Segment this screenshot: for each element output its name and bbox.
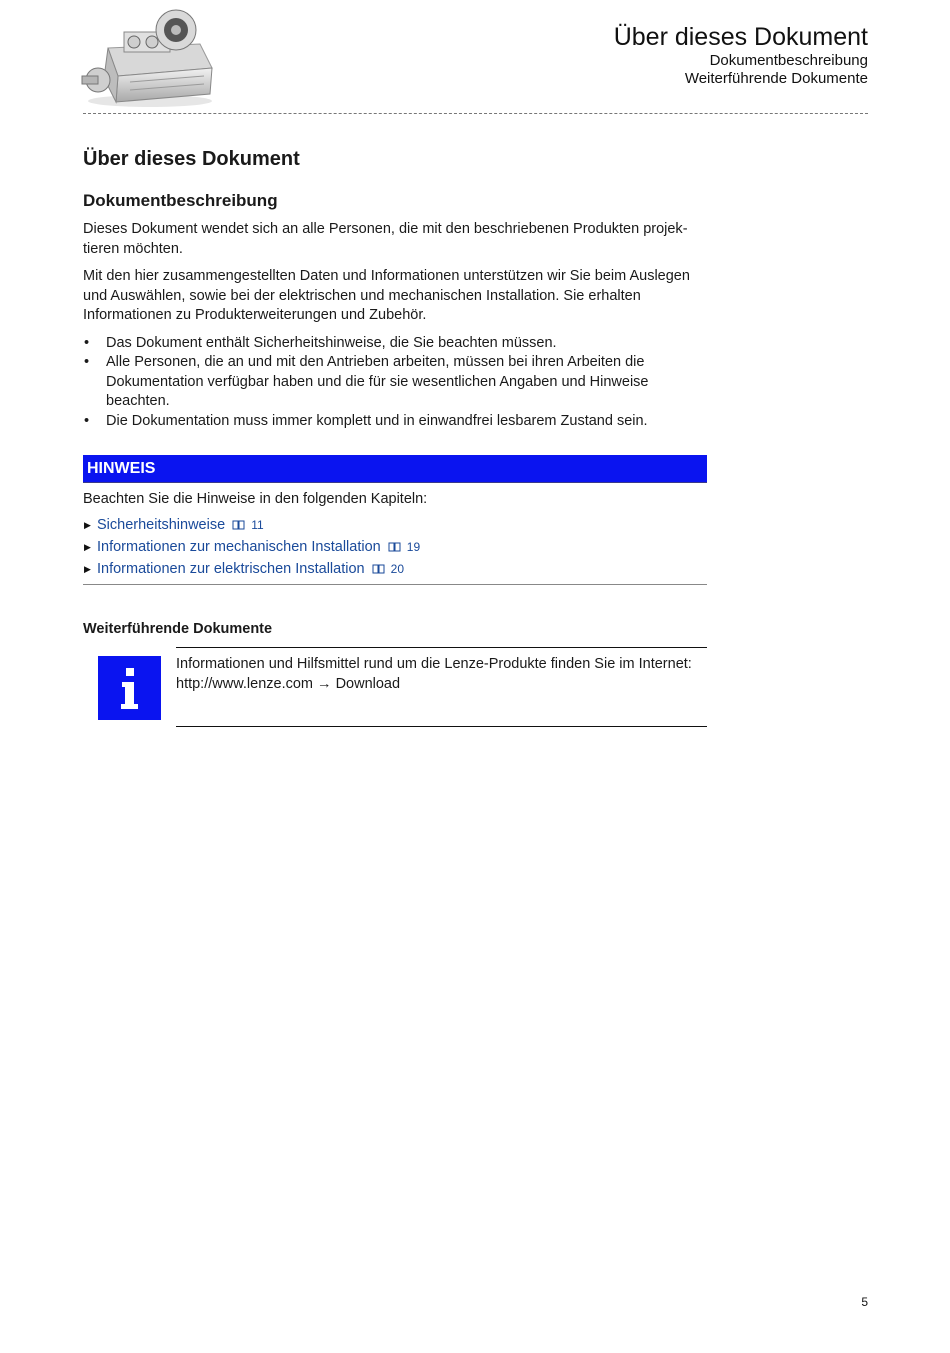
header-titles — [614, 22, 868, 88]
page-reference[interactable]: 20 — [390, 561, 405, 576]
download-label: Download — [335, 675, 401, 692]
page-reference[interactable]: 19 — [406, 539, 421, 554]
page-reference[interactable]: 11 — [251, 517, 264, 532]
bullet-icon: • — [84, 334, 90, 351]
note-intro: Beachten Sie die Hinweise in den folgenden Kapiteln: — [83, 491, 428, 507]
list-item: • Die Dokumentation muss immer komplett und in einwandfrei lesbarem Zustand sein. — [83, 412, 707, 432]
section-title-description: Dokumentbeschreibung — [83, 191, 278, 210]
book-icon — [388, 542, 401, 552]
bullet-icon: • — [84, 412, 90, 429]
note-header-bar: HINWEIS — [83, 455, 707, 483]
info-icon — [98, 656, 161, 720]
servo-motor-image — [80, 8, 216, 108]
page-title: Über dieses Dokument — [83, 148, 300, 170]
paragraph-scope: Mit den hier zusammengestellten Daten und Informationen unterstützen wir Sie beim Auslegen und Auswählen, sowie bei der elektrischen und mechanischen Installation. Sie erhalten Informationen zu Produkterweiterungen und Zubehör. — [83, 268, 690, 323]
page-header — [0, 0, 950, 116]
header-subtitle-description: Dokumentbeschreibung — [709, 52, 868, 69]
info-block — [83, 647, 707, 747]
book-icon — [372, 564, 385, 574]
header-subtitle-further-documents: Weiterführende Dokumente — [684, 70, 868, 87]
paragraph-audience: Dieses Dokument wendet sich an alle Personen, die mit den beschriebenen Produkten projektieren möchten. — [83, 221, 688, 257]
arrow-right-icon: → — [317, 675, 332, 692]
triangle-marker-icon: ▶ — [84, 519, 91, 530]
section-title-further-documents: Weiterführende Dokumente — [83, 620, 273, 637]
info-text: Informationen und Hilfsmittel rund um die Lenze-Produkte finden Sie im Internet: http://www.lenze.com → Download — [176, 655, 692, 692]
cross-reference-link[interactable]: ▶ Sicherheitshinweise 11 — [83, 514, 707, 536]
header-title: Über dieses Dokument — [613, 23, 868, 51]
triangle-marker-icon: ▶ — [84, 541, 91, 552]
cross-reference-link[interactable]: ▶ Informationen zur mechanischen Installation 19 — [83, 536, 707, 558]
main-content — [83, 146, 707, 747]
header-divider — [83, 113, 868, 114]
page-number: 5 — [861, 1295, 868, 1309]
book-icon — [232, 520, 245, 530]
list-item: • Alle Personen, die an und mit den Antrieben arbeiten, müssen bei ihren Arbeiten die Dokumentation verfügbar haben und die für sie wesentlichen Angaben und Hinweise beachten. — [84, 354, 649, 409]
triangle-marker-icon: ▶ — [84, 563, 91, 574]
note-link-list — [83, 514, 707, 585]
list-item: • Das Dokument enthält Sicherheitshinweise, die Sie beachten müssen. — [83, 334, 707, 354]
info-box — [176, 647, 707, 727]
bullet-icon: • — [84, 354, 90, 370]
bullet-list — [83, 334, 707, 432]
cross-reference-link[interactable]: ▶ Informationen zur elektrischen Installation 20 — [83, 558, 707, 580]
